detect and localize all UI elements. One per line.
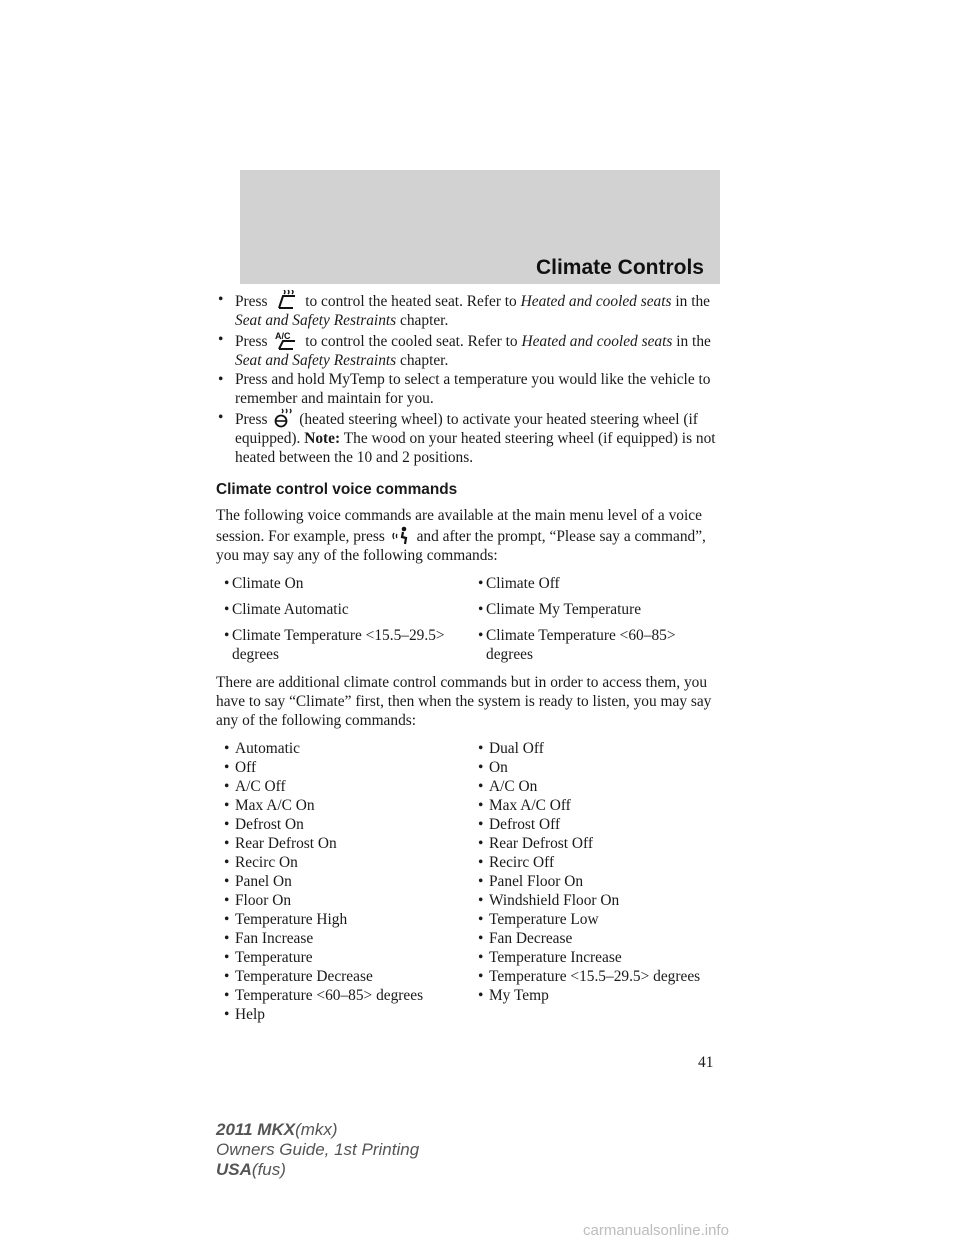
voice-button-icon (391, 525, 411, 545)
chapter-header-band (240, 170, 720, 284)
command-item: • A/C Off (224, 778, 286, 795)
command-item: • Temperature Increase (478, 949, 622, 966)
bullet-dot: • (218, 371, 224, 388)
command-item: • Climate My Temperature (478, 601, 642, 618)
command-item: • Defrost Off (478, 816, 561, 833)
command-item: • Fan Increase (224, 930, 314, 947)
command-item: • Temperature (224, 949, 313, 966)
voice-commands-heading: Climate control voice commands (216, 481, 458, 498)
command-item: • Temperature Decrease (224, 968, 373, 985)
bullet-mytemp: • Press and hold MyTemp to select a temperature you would like the vehicle to remember and maintain for you. (218, 371, 711, 407)
bullet-dot: • (218, 291, 224, 308)
main-menu-command-list (216, 574, 722, 664)
command-item: • Climate Automatic (224, 601, 349, 618)
bullet-dot: • (218, 331, 224, 348)
command-item: • Temperature <15.5–29.5> degrees (478, 968, 701, 985)
command-item: • Temperature Low (478, 911, 599, 928)
svg-text:A/C: A/C (275, 331, 291, 341)
command-item: • Climate On (224, 575, 304, 592)
command-item: • Off (224, 759, 257, 776)
heated-seat-icon (273, 290, 299, 310)
feature-bullet-list (216, 290, 722, 467)
command-item: • Temperature <60–85> degrees (224, 987, 424, 1004)
voice-intro-paragraph: The following voice commands are available at the main menu level of a voice session. For example, press and after the prompt, “Please say a command”, you may say any of the following commands: (216, 507, 706, 564)
command-item: • Max A/C On (224, 797, 315, 814)
bullet-dot: • (218, 409, 224, 426)
footer-line-model: 2011 MKX(mkx) (216, 1120, 338, 1139)
command-item: • My Temp (478, 987, 549, 1004)
note-label: Note: (304, 430, 341, 447)
command-item: • Climate Temperature <15.5–29.5> degrees (224, 627, 445, 663)
print-footer (216, 1120, 419, 1180)
footer-line-region: USA(fus) (216, 1160, 286, 1179)
command-item: • Automatic (224, 740, 300, 757)
site-watermark: carmanualsonline.info (583, 1222, 729, 1239)
additional-commands-paragraph: There are additional climate control commands but in order to access them, you have to say “Climate” first, then when the system is ready to listen, you may say any of the following commands: (216, 674, 712, 729)
bullet-heated-seat: • Press to control the heated seat. Refer to Heated and cooled seats in the Seat and Safety Restraints chapter. (218, 291, 710, 329)
additional-command-list (216, 739, 722, 1024)
page-number: 41 (698, 1054, 714, 1071)
command-item: • Climate Off (478, 575, 560, 592)
command-item: • Help (224, 1006, 265, 1023)
command-item: • Windshield Floor On (478, 892, 620, 909)
command-item: • On (478, 759, 508, 776)
command-item: • A/C On (478, 778, 538, 795)
command-item: • Fan Decrease (478, 930, 573, 947)
heated-steering-wheel-icon (273, 408, 293, 428)
command-item: • Panel On (224, 873, 292, 890)
command-item: • Defrost On (224, 816, 304, 833)
page-content (216, 290, 722, 1033)
command-item: • Rear Defrost Off (478, 835, 593, 852)
command-item: • Floor On (224, 892, 292, 909)
bullet-heated-steering-wheel: • Press (heated steering wheel) to activate your heated steering wheel (if equipped). Note: The wood on your heated steering wheel (if equipped) is not heated between the 10 and 2 positions. (218, 409, 716, 466)
command-item: • Dual Off (478, 740, 544, 757)
command-item: • Rear Defrost On (224, 835, 337, 852)
command-item: • Temperature High (224, 911, 348, 928)
bullet-cooled-seat: • Press A/C to control the cooled seat. Refer to Heated and cooled seats in the Seat and Safety Restraints chapter. (218, 331, 711, 369)
cooled-seat-ac-icon (273, 330, 299, 350)
command-item: • Climate Temperature <60–85> degrees (478, 627, 676, 663)
chapter-title: Climate Controls (535, 256, 704, 279)
footer-line-printing: Owners Guide, 1st Printing (216, 1140, 420, 1159)
command-item: • Panel Floor On (478, 873, 584, 890)
command-item: • Recirc On (224, 854, 298, 871)
command-item: • Recirc Off (478, 854, 555, 871)
command-item: • Max A/C Off (478, 797, 571, 814)
